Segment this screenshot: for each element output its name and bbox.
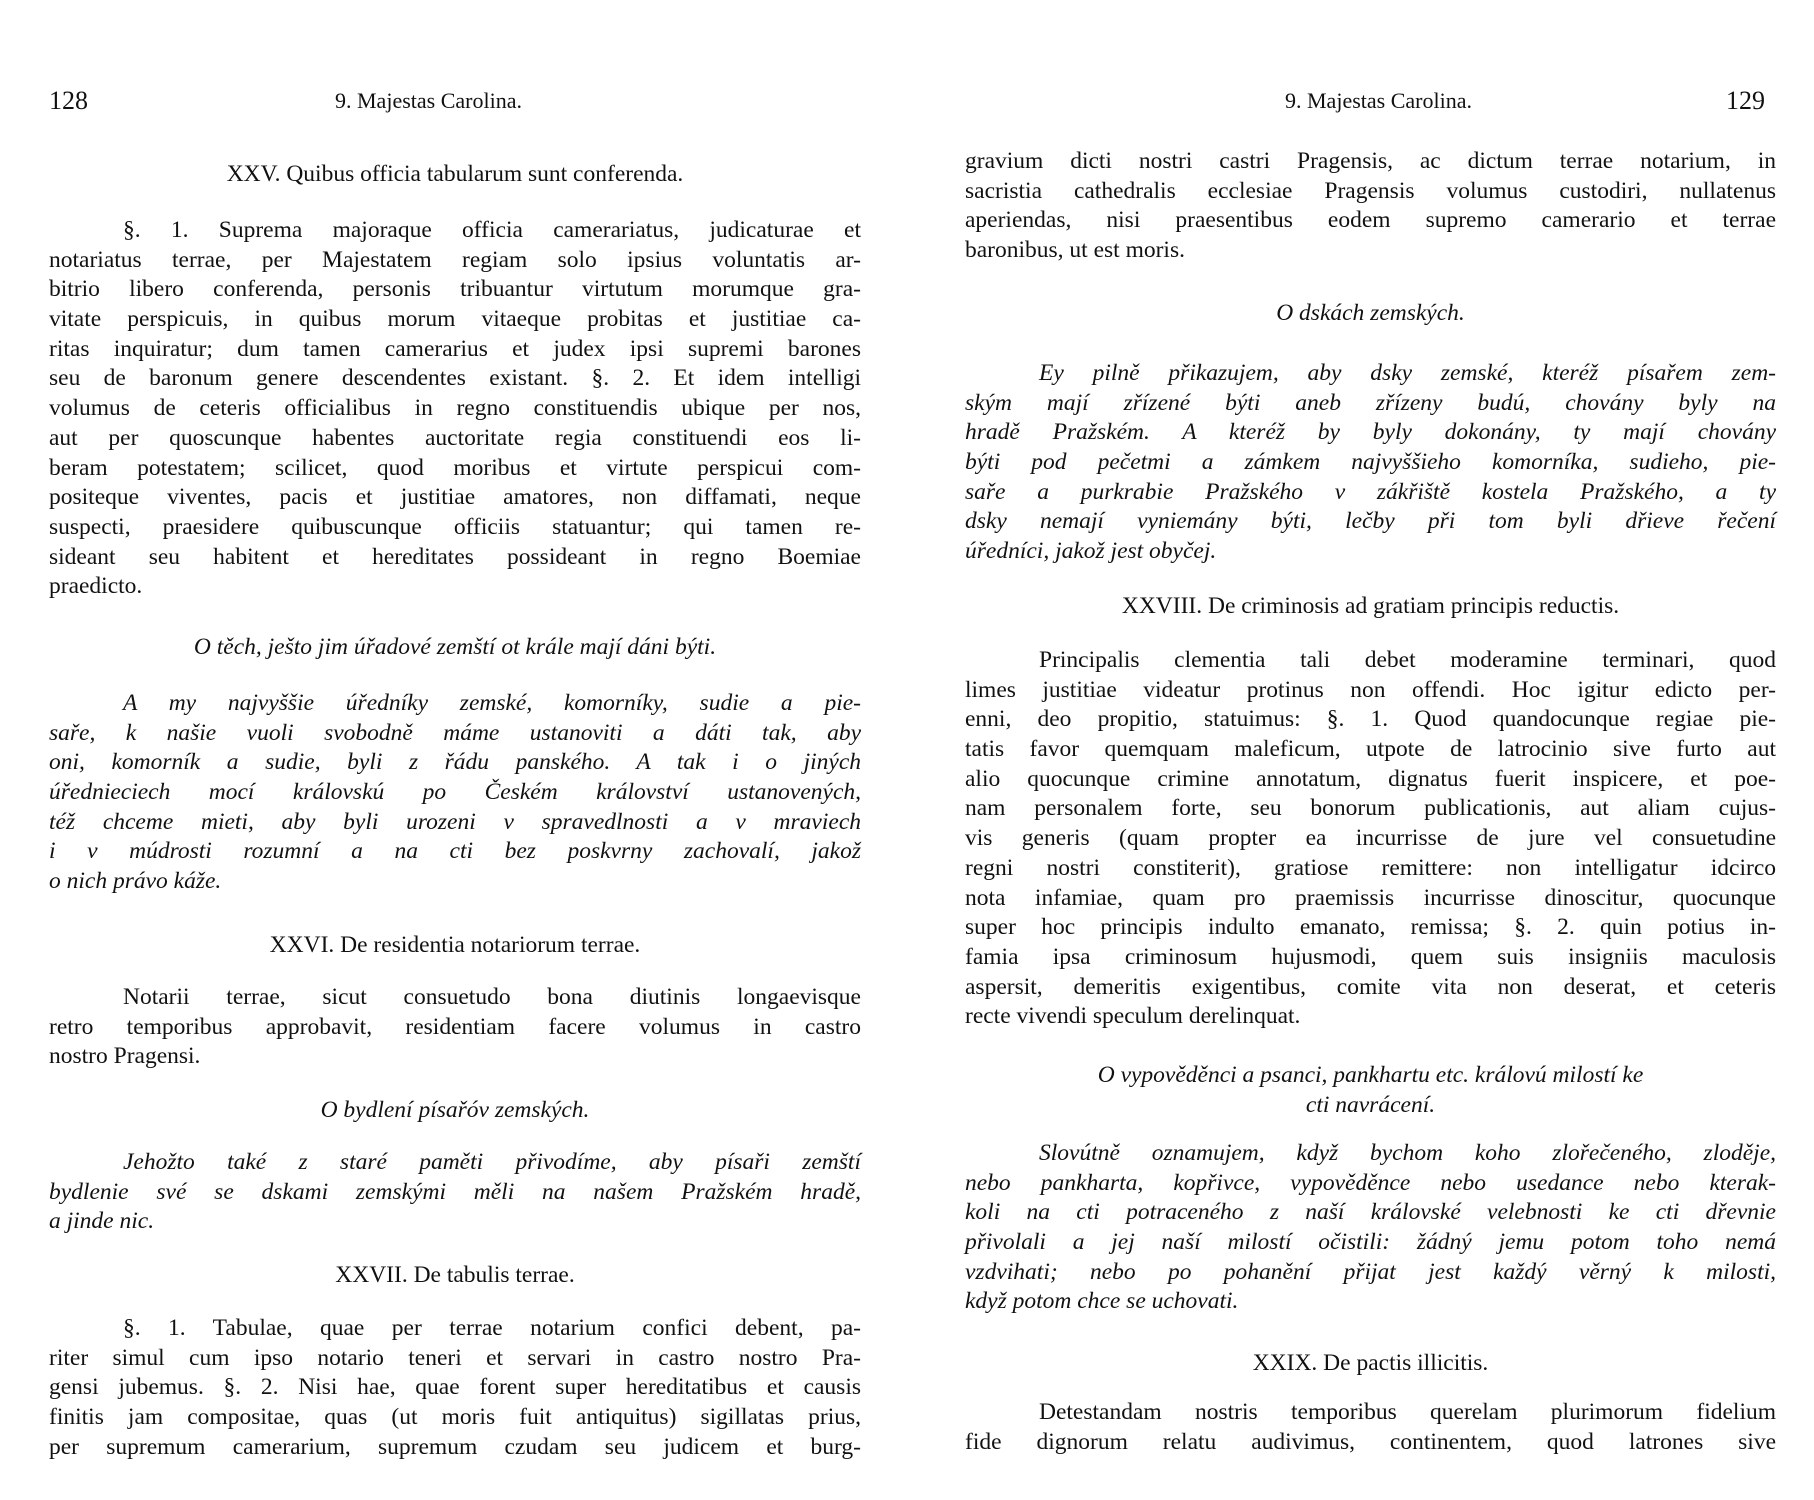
section-heading [49,1261,861,1291]
text-line: O dskách zemských. [1276,300,1465,326]
text-line: O bydlení písařóv zemských. [320,1097,590,1123]
latin-paragraph [965,1398,1776,1457]
section-heading [965,1349,1776,1379]
text-line: XXVII. De tabulis terrae. [335,1262,575,1288]
text-line: úřednieciech mocí královskú po Českém království ustanovených, [49,779,861,806]
text-line: sideant seu habitent et hereditates possideant in regno Boemiae [49,543,861,570]
text-line: O vypověděnci a psanci, pankhartu etc. královú milostí ke [1097,1062,1644,1088]
text-line: býti pod pečetmi a zámkem najvyššieho komorníka, sudieho, pie- [965,449,1776,476]
text-line: A my najvyššie úředníky zemské, komorníky, sudie a pie- [123,690,861,716]
text-line: XXVIII. De criminosis ad gratiam principis reductis. [1121,593,1620,619]
latin-paragraph [49,983,861,1072]
running-head: 9. Majestas Carolina. [1285,88,1472,113]
text-line: gravium dicti nostri castri Pragensis, ac dictum terrae notarium, in [965,148,1776,174]
text-line: oni, komorník a sudie, byli z řádu panského. A tak i o jiných [49,749,861,776]
text-line: saře a purkrabie Pražského v zákřiště kostela Pražského, a ty [965,478,1776,505]
text-line: enni, deo propitio, statuimus: §. 1. Quod quandocunque regiae pie- [965,706,1776,733]
text-line: ritas inquiratur; dum tamen camerarius et judex ipsi supremi barones [49,335,861,362]
czech-section-heading [49,633,861,663]
text-line: suspecti, praesidere quibuscunque officiis statuantur; qui tamen re- [49,513,861,540]
text-line: ským mají zřízené býti aneb zřízeny budú, chovány byly na [965,389,1776,416]
text-line: bydlenie své se dskami zemskými měli na našem Pražském hradě, [49,1178,861,1205]
text-line: aut per quoscunque habentes auctoritate regia constituendi eos li- [49,424,861,451]
latin-paragraph [965,646,1776,1032]
text-line: přivolali a jej naší milostí očistili: žádný jemu potom toho nemá [965,1229,1776,1256]
text-line: praedicto. [49,573,143,600]
text-line: XXVI. De residentia notariorum terrae. [269,932,641,958]
text-line: per supremum camerarium, supremum czudam seu judicem et burg- [49,1433,861,1460]
text-line: Notarii terrae, sicut consuetudo bona diutinis longaevisque [123,984,861,1010]
text-line: Detestandam nostris temporibus querelam plurimorum fidelium [1039,1399,1776,1425]
text-line: saře, k našie vuoli svobodně máme ustanoviti a dáti tak, aby [49,719,861,746]
latin-paragraph [49,1314,861,1462]
text-line: nam personalem forte, seu bonorum publicationis, aut aliam cujus- [965,795,1776,822]
text-line: §. 1. Tabulae, quae per terrae notarium confici debent, pa- [123,1315,861,1341]
text-line: hradě Pražském. A kteréž by byly dokonány, ty mají chovány [965,419,1776,446]
text-line: koli na cti potraceného z naší královské velebnosti ke cti dřevnie [965,1199,1776,1226]
text-line: bitrio libero conferenda, personis tribuantur virtutum morumque gra- [49,276,861,303]
text-line: i v múdrosti rozumní a na cti bez poskvrny zachovalí, jakož [49,838,861,865]
text-line: Jehožto také z staré paměti přivodíme, aby písaři zemští [123,1149,861,1175]
text-line: Ey pilně přikazujem, aby dsky zemské, kteréž písařem zem- [1039,360,1776,386]
text-line: fide dignorum relatu audivimus, continentem, quod latrones sive [965,1428,1776,1455]
page-number: 128 [49,86,88,115]
text-line: seu de baronum genere descendentes existant. §. 2. Et idem intelligi [49,365,861,392]
text-line: O těch, ješto jim úřadové zemští ot krále mají dáni býti. [193,634,717,660]
text-line: nostro Pragensi. [49,1043,201,1070]
text-line: XXV. Quibus officia tabularum sunt conferenda. [226,161,684,187]
text-line: nota infamiae, quam pro praemissis incurrisse dinoscitur, quocunque [965,884,1776,911]
text-line: riter simul cum ipso notario teneri et servari in castro nostro Pra- [49,1344,861,1371]
czech-paragraph [49,689,861,897]
section-heading [965,592,1776,622]
section-heading [49,931,861,961]
running-head: 9. Majestas Carolina. [335,88,522,113]
text-line: volumus de ceteris officialibus in regno constituendis ubique per nos, [49,395,861,422]
text-line: aspersit, demeritis exigentibus, comite vita non deserat, et ceteris [965,973,1776,1000]
text-line: regni nostri constiterit), gratiose remittere: non intelligatur idcirco [965,854,1776,881]
czech-paragraph [965,359,1776,567]
section-heading [49,160,861,190]
czech-section-heading [965,1061,1776,1120]
text-line: retro temporibus approbavit, residentiam facere volumus in castro [49,1013,861,1040]
text-line: Slovútně oznamujem, když bychom koho zlořečeného, zloděje, [1039,1140,1776,1166]
text-line: §. 1. Suprema majoraque officia camerariatus, judicaturae et [123,217,861,243]
latin-paragraph [49,216,861,602]
text-line: též chceme mieti, aby byli urozeni v spravedlnosti a v mraviech [49,808,861,835]
text-line: gensi jubemus. §. 2. Nisi hae, quae forent super hereditatibus et causis [49,1374,861,1401]
text-line: cti navrácení. [1305,1091,1436,1118]
text-line: vis generis (quam propter ea incurrisse de jure vel consuetudine [965,825,1776,852]
text-line: alio quocunque crimine annotatum, dignatus fuerit inspicere, et poe- [965,765,1776,792]
text-line: když potom chce se uchovati. [965,1288,1239,1315]
czech-paragraph [965,1139,1776,1317]
text-line: XXIX. De pactis illicitis. [1252,1350,1489,1376]
text-line: vzdvihati; nebo po pohanění přijat jest každý věrný k milosti, [965,1258,1776,1285]
text-line: finitis jam compositae, quas (ut moris fuit antiquitus) sigillatas prius, [49,1404,861,1431]
latin-paragraph [965,147,1776,266]
text-line: limes justitiae videatur protinus non offendi. Hoc igitur edicto per- [965,676,1776,703]
text-line: Principalis clementia tali debet moderamine terminari, quod [1039,647,1776,673]
text-line: sacristia cathedralis ecclesiae Pragensis volumus custodiri, nullatenus [965,177,1776,204]
text-line: o nich právo káže. [49,868,222,895]
text-line: beram potestatem; scilicet, quod moribus et virtute perspicui com- [49,454,861,481]
text-line: famia ipsa criminosum hujusmodi, quem suis insigniis maculosis [965,943,1776,970]
text-line: recte vivendi speculum derelinquat. [965,1003,1301,1030]
text-line: positeque viventes, pacis et justitiae amatores, non diffamati, neque [49,484,861,511]
text-line: vitate perspicuis, in quibus morum vitaeque probitas et justitiae ca- [49,306,861,333]
page-number: 129 [1726,86,1765,115]
text-line: aperiendas, nisi praesentibus eodem supremo camerario et terrae [965,207,1776,234]
text-line: super hoc principis indulto emanato, remissa; §. 2. quin potius in- [965,914,1776,941]
text-line: tatis favor quemquam maleficum, utpote de latrocinio sive furto aut [965,736,1776,763]
text-line: notariatus terrae, per Majestatem regiam solo ipsius voluntatis ar- [49,246,861,273]
text-line: dsky nemají vyniemány býti, lečby při tom byli dřieve řečení [965,508,1776,535]
text-line: a jinde nic. [49,1208,155,1235]
text-line: úředníci, jakož jest obyčej. [965,538,1217,565]
czech-section-heading [49,1096,861,1126]
text-line: nebo pankharta, kopřivce, vypověděnce nebo usedance nebo kterak- [965,1169,1776,1196]
text-line: baronibus, ut est moris. [965,237,1185,264]
czech-paragraph [49,1148,861,1237]
czech-section-heading [965,299,1776,329]
